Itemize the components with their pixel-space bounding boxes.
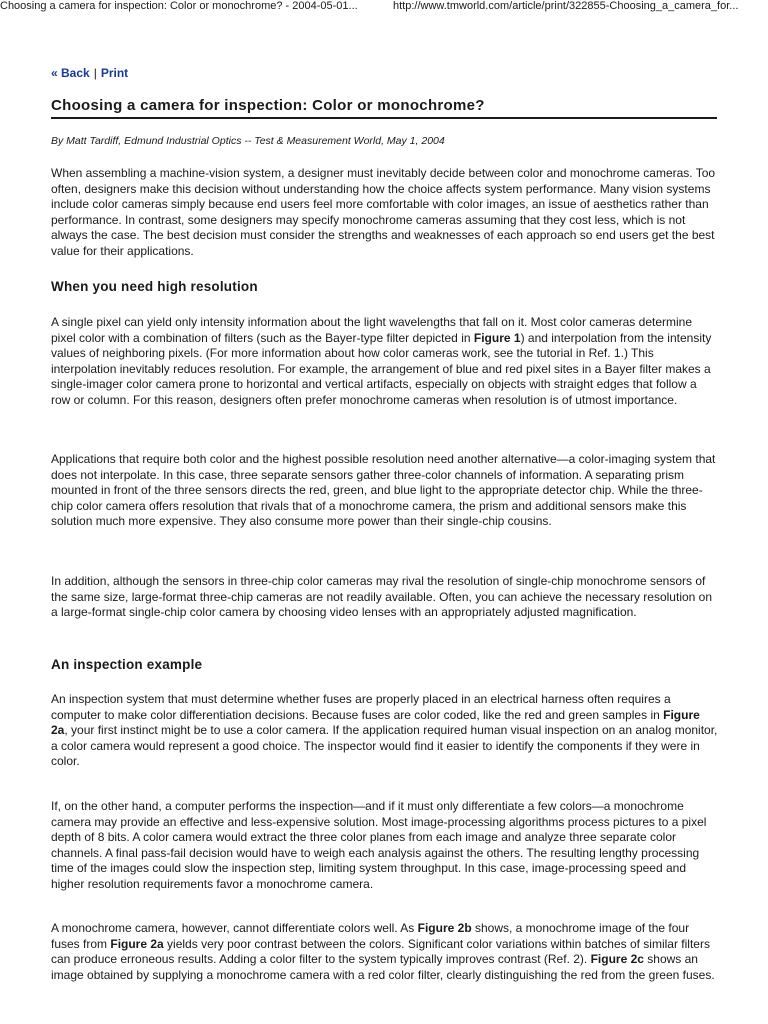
back-link[interactable]: « Back — [51, 66, 90, 80]
article-byline: By Matt Tardiff, Edmund Industrial Optics -- Test & Measurement World, May 1, 2004 — [51, 135, 445, 147]
paragraph-text: shows, a monochrome image of the four fuses from — [51, 921, 690, 951]
print-link[interactable]: Print — [100, 66, 129, 80]
figure-reference: Figure 1 — [473, 330, 521, 345]
intro-paragraph: When assembling a machine-vision system, a designer must inevitably decide between color and monochrome cameras. Too often, designers make this decision without understanding how the choice affects system performance. Many vision systems include color cameras simply because end users feel more comfortable with color images, an issue of aesthetics rather than performance. In contrast, some designers may specify monochrome cameras assuming that they cost less, which is not always the case. The best decision must consider the strengths and weaknesses of each approach so end users get the best value for their applications. — [51, 166, 716, 258]
paragraph-text: yields very poor contrast between the colors. Significant color variations within batches of similar filters can produce erroneous results. Adding a color filter to the system typically improves contrast (Ref. 2). — [51, 936, 710, 967]
paragraph-text: An inspection system that must determine whether fuses are properly placed in an electrical harness often requires a computer to make color differentiation decisions. Because fuses are color coded, like the red and green samples in — [51, 692, 671, 722]
paragraph-text: A monochrome camera, however, cannot differentiate colors well. As — [51, 921, 418, 935]
paragraph-text: ) and interpolation from the intensity values of neighboring pixels. (For more information about how color cameras work, see the tutorial in Ref. 1.) This interpolation inevitably reduces resolution. For example, the arrangement of blue and red pixel sites in a Bayer filter makes a single-imager color camera prone to horizontal and vertical artifacts, especially on objects with straight edges that follow a row or column. For this reason, designers often prefer monochrome cameras when resolution is of utmost importance. — [51, 330, 712, 407]
section-heading-high-resolution: When you need high resolution — [51, 279, 258, 294]
paragraph-text: A single pixel can yield only intensity information about the light wavelengths that fall on it. Most color cameras determine pixel color with a combination of filters (such as the Bayer-type filter depicted in — [51, 315, 693, 345]
paragraph-monochrome-advantage: If, on the other hand, a computer performs the inspection—and if it must only differentiate a few colors—a monochrome camera may provide an effective and less-expensive solution. Most image-processing algorithms process pictures to a pixel depth of 8 bits. A color camera would extract the three color planes from each image and analyze three separate color channels. A final pass-fail decision would have to weigh each analysis against the others. The resulting lengthy processing time of the images could slow the inspection step, limiting system throughput. In this case, image-processing speed and higher resolution requirements favor a monochrome camera. — [51, 799, 707, 891]
paragraph-text: , your first instinct might be to use a color camera. If the application required human visual inspection on an analog monitor, a color camera would represent a good choice. The inspector would find it easier to identify the components if they were in color. — [51, 723, 718, 769]
paragraph-color-filter — [51, 921, 719, 983]
section-heading-inspection-example: An inspection example — [51, 657, 203, 672]
figure-reference: Figure 2a — [51, 707, 700, 738]
article-title: Choosing a camera for inspection: Color or monochrome? — [51, 96, 717, 119]
figure-reference: Figure 2b — [417, 921, 472, 935]
print-header-url: http://www.tmworld.com/article/print/322855-Choosing_a_camera_for... — [393, 0, 739, 12]
print-header — [0, 0, 768, 14]
figure-reference: Figure 2c — [590, 952, 644, 967]
print-header-title: Choosing a camera for inspection: Color or monochrome? - 2004-05-01... — [0, 0, 358, 12]
paragraph-three-chip: Applications that require both color and the highest possible resolution need another alternative—a color-imaging system that does not interpolate. In this case, three separate sensors gather three-color channels of information. A separating prism mounted in front of the three sensors directs the red, green, and blue light to the appropriate detector chip. While the three-chip color camera offers resolution that rivals that of a monochrome camera, the prism and additional sensors make this solution much more expensive. They also consume more power than their single-chip cousins. — [51, 452, 716, 529]
paragraph-fuse-inspection — [51, 692, 719, 770]
paragraph-large-format: In addition, although the sensors in three-chip color cameras may rival the resolution of single-chip monochrome sensors of the same size, large-format three-chip cameras are not readily available. Often, you can achieve the necessary resolution on a large-format single-chip color camera by choosing video lenses with an appropriately adjusted magnification. — [51, 574, 713, 620]
nav-separator: | — [93, 66, 97, 80]
paragraph-pixel-interpolation — [51, 315, 719, 409]
paragraph-text: shows an image obtained by supplying a monochrome camera with a red color filter, clearly distinguishing the red from the green fuses. — [51, 952, 715, 982]
article-nav — [51, 66, 128, 81]
figure-reference: Figure 2a — [110, 936, 164, 951]
